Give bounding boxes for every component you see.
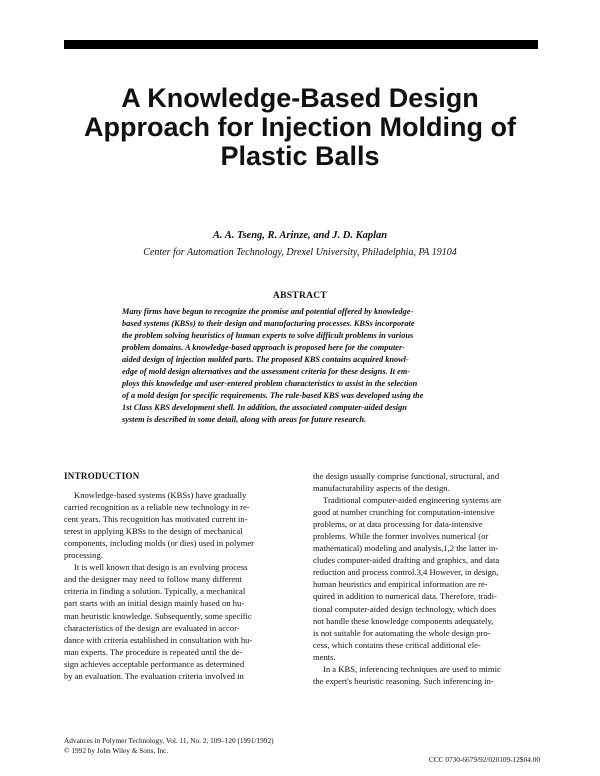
title-line: A Knowledge-Based Design — [121, 83, 479, 113]
paragraph-line: mathematical) modeling and analysis,1,2 the latter in- — [313, 543, 499, 554]
copyright-line: © 1992 by John Wiley & Sons, Inc. — [64, 745, 169, 755]
paragraph-line: is not suitable for automating the whole design pro- — [313, 627, 491, 638]
paragraph-line: by an evaluation. The evaluation criteria involved in — [64, 670, 244, 681]
paragraph-line: the expert's heuristic reasoning. Such inferencing in- — [313, 675, 494, 686]
section-heading: INTRODUCTION — [64, 471, 140, 481]
title-line: Approach for Injection Molding of — [84, 112, 516, 142]
paragraph-line: processing. — [64, 550, 103, 561]
paragraph-line: It is well known that design is an evolving process — [74, 562, 248, 573]
paragraph-line: the design usually comprise functional, structural, and — [313, 471, 500, 481]
paragraph-line: quired in addition to numerical data. Therefore, tradi- — [313, 591, 497, 602]
paragraph-line: man heuristic knowledge. Subsequently, some specific — [64, 610, 252, 621]
top-rule — [64, 40, 538, 49]
paragraph-line: sign achieves acceptable performance as determined — [64, 658, 245, 669]
paragraph-line: and the designer may need to follow many different — [64, 574, 242, 585]
paragraph-line: not handle these knowledge components adequately, — [313, 615, 494, 626]
paragraph-line: dance with criteria established in consultation with hu- — [64, 634, 253, 645]
paragraph-line: part starts with an initial design mainly based on hu- — [64, 598, 245, 609]
left-column — [64, 470, 286, 682]
abstract-line: the problem solving heuristics of human experts to solve difficult problems in various — [122, 331, 414, 340]
abstract-line: aided design of injection molded parts. The proposed KBS contains acquired knowl- — [122, 355, 409, 364]
paragraph-line: cent years. This recognition has motivated current in- — [64, 514, 248, 525]
citation-line: Advances in Polymer Technology, Vol. 11, No. 2, 109–120 (1991/1992) — [64, 736, 274, 745]
paragraph-line: human heuristics and empirical information are re- — [313, 579, 488, 590]
authors: A. A. Tseng, R. Arinze, and J. D. Kaplan — [212, 230, 388, 241]
paragraph-line: good at number crunching for computation-intensive — [313, 507, 495, 518]
abstract-line: 1st Class KBS development shell. In addition, the associated computer-aided design — [122, 403, 407, 412]
paragraph-line: problems, or at data processing for data-intensive — [313, 519, 483, 530]
paragraph-line: tional computer-aided design technology, which does — [313, 603, 497, 614]
abstract-line: based systems (KBSs) to their design and manufacturing processes. KBSs incorporate — [122, 319, 415, 328]
paragraph-line: manufacturability aspects of the design. — [313, 483, 450, 494]
paper-title — [60, 84, 540, 171]
paragraph-line: cess, which contains these critical additional ele- — [313, 639, 481, 650]
paragraph-line: reduction and process control.3,4 However, in design, — [313, 567, 499, 578]
abstract-line: system is described in some detail, along with areas for future research. — [122, 415, 367, 424]
paragraph-line: Knowledge-based systems (KBSs) have gradually — [74, 490, 247, 501]
abstract-line: ploys this knowledge and user-entered problem characteristics to assist in the selection — [122, 379, 418, 388]
abstract-line: Many firms have begun to recognize the promise and potential offered by knowledge- — [122, 307, 414, 316]
abstract-body — [122, 306, 478, 426]
paragraph-line: terest in applying KBSs to the design of mechanical — [64, 526, 243, 537]
paragraph-line: man experts. The procedure is repeated until the de- — [64, 646, 243, 657]
paragraph-line: criteria in finding a solution. Typically, a mechanical — [64, 586, 246, 597]
right-column — [313, 470, 535, 687]
paragraph-line: Traditional computer-aided engineering systems are — [323, 495, 502, 506]
abstract-line: problem domains. A knowledge-based approach is proposed here for the computer- — [122, 343, 405, 352]
abstract-line: of a mold design for specific requirements. The rule-based KBS was developed using the — [122, 391, 424, 400]
ccc-code: CCC 0730-6679/92/020109-12$04.00 — [428, 755, 540, 764]
paragraph-line: In a KBS, inferencing techniques are used to mimic — [323, 663, 501, 674]
abstract-line: edge of mold design alternatives and the assessment criteria for these designs. It em- — [122, 367, 411, 376]
affiliation: Center for Automation Technology, Drexel University, Philadelphia, PA 19104 — [143, 247, 457, 258]
abstract-heading: ABSTRACT — [272, 291, 328, 301]
paragraph-line: problems. While the former involves numerical (or — [313, 531, 489, 542]
title-line: Plastic Balls — [220, 141, 380, 171]
journal-citation — [64, 736, 324, 755]
paragraph-line: carried recognition as a reliable new technology in re- — [64, 502, 250, 513]
paragraph-line: cludes computer-aided drafting and graphics, and data — [313, 555, 500, 566]
paragraph-line: components, including molds (or dies) used in polymer — [64, 538, 254, 549]
paragraph-line: ments. — [313, 651, 336, 662]
paragraph-line: characteristics of the design are evaluated in accor- — [64, 622, 240, 633]
